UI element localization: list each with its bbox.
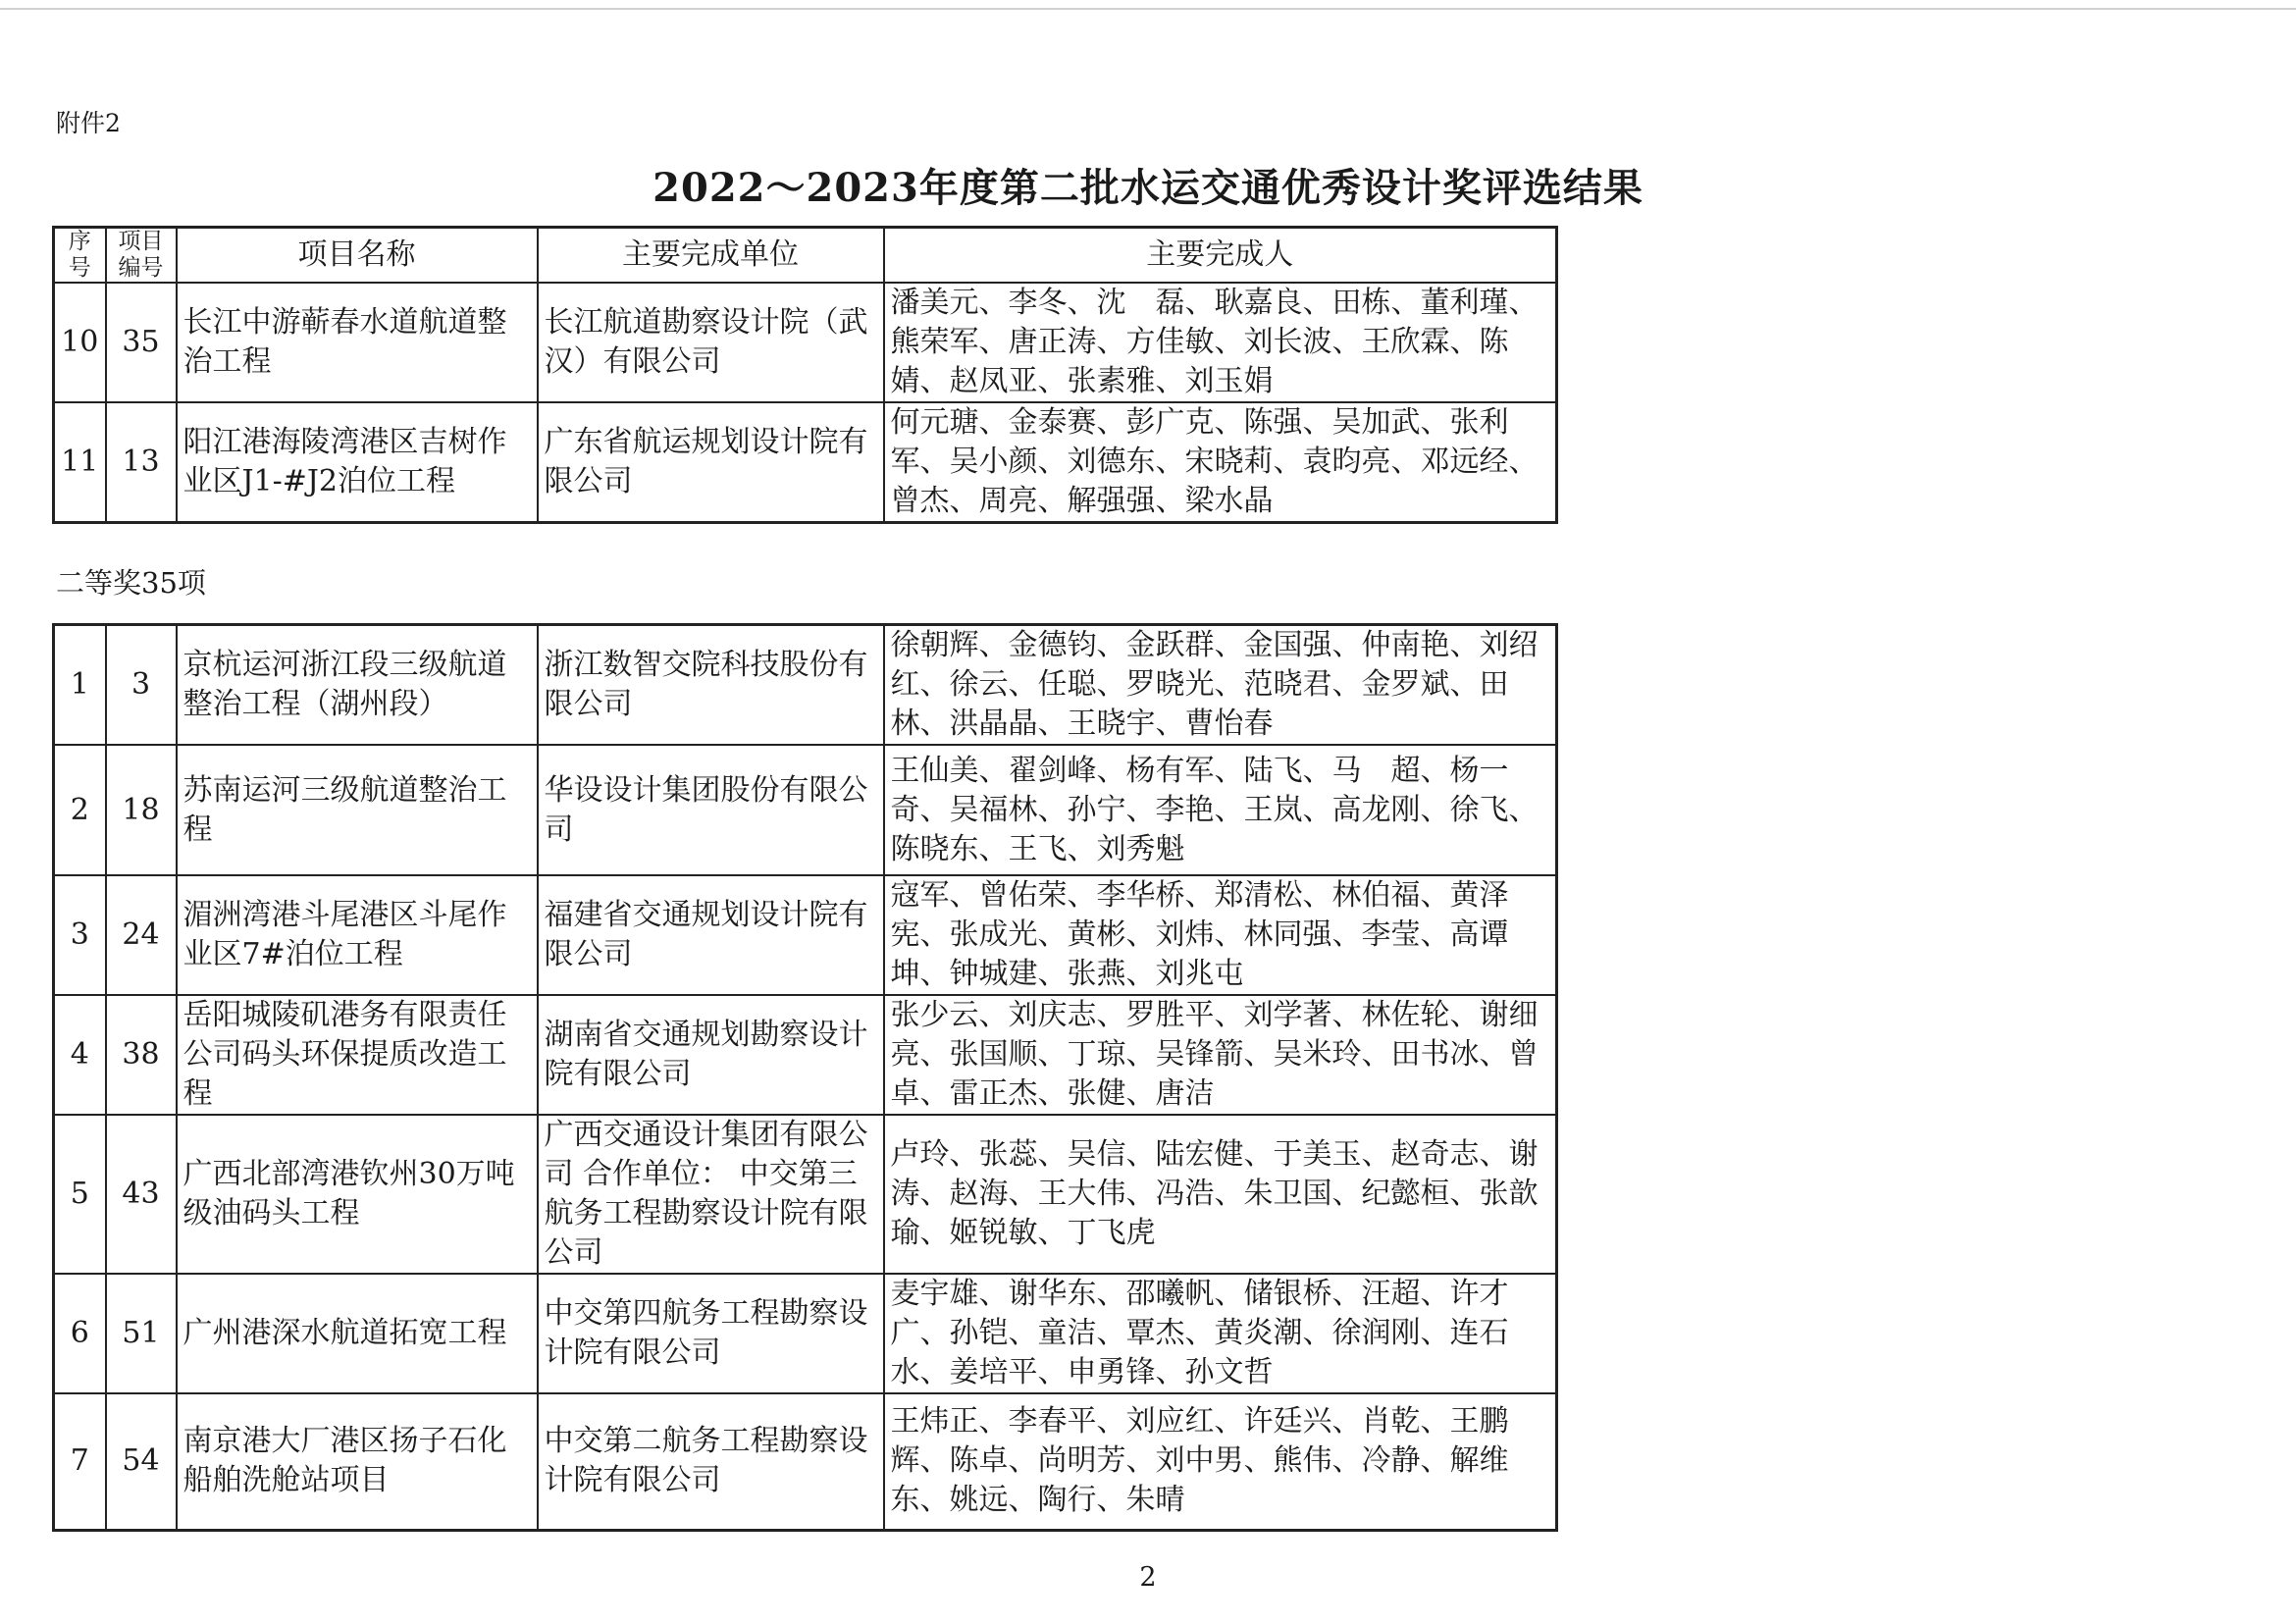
header-name: 项目名称 [177,228,538,284]
row-code: 3 [106,625,177,746]
row-seq: 3 [54,875,106,995]
row-people: 王炜正、李春平、刘应红、许廷兴、肖乾、王鹏辉、陈卓、尚明芳、刘中男、熊伟、冷静、解维东、姚远、陶行、朱晴 [884,1393,1557,1530]
table-header-row [54,228,1557,284]
table-row [54,283,1557,402]
row-seq: 7 [54,1393,106,1530]
row-people: 麦宇雄、谢华东、邵曦帆、储银桥、汪超、许才广、孙铠、童洁、覃杰、黄炎潮、徐润刚、连石水、姜培平、申勇锋、孙文哲 [884,1274,1557,1393]
row-project-name: 阳江港海陵湾港区吉树作业区J1-#J2泊位工程 [177,402,538,523]
row-project-name: 京杭运河浙江段三级航道整治工程（湖州段） [177,625,538,746]
row-code: 35 [106,283,177,402]
row-seq: 2 [54,745,106,875]
row-project-name: 广西北部湾港钦州30万吨级油码头工程 [177,1115,538,1274]
row-code: 38 [106,995,177,1115]
row-code: 51 [106,1274,177,1393]
attachment-label: 附件2 [56,109,121,137]
row-people: 张少云、刘庆志、罗胜平、刘学著、林佐轮、谢细亮、张国顺、丁琼、吴锋箭、吴米玲、田书冰、曾卓、雷正杰、张健、唐洁 [884,995,1557,1115]
row-seq: 6 [54,1274,106,1393]
row-unit: 广西交通设计集团有限公司 合作单位： 中交第三航务工程勘察设计院有限公司 [538,1115,884,1274]
row-project-name: 苏南运河三级航道整治工程 [177,745,538,875]
row-people: 卢玲、张蕊、吴信、陆宏健、于美玉、赵奇志、谢涛、赵海、王大伟、冯浩、朱卫国、纪懿桓、张歆瑜、姬锐敏、丁飞虎 [884,1115,1557,1274]
row-code: 13 [106,402,177,523]
scan-top-edge [0,8,2296,10]
row-code: 43 [106,1115,177,1274]
row-unit: 中交第二航务工程勘察设计院有限公司 [538,1393,884,1530]
row-code: 24 [106,875,177,995]
row-code: 18 [106,745,177,875]
row-people: 徐朝辉、金德钧、金跃群、金国强、仲南艳、刘绍红、徐云、任聪、罗晓光、范晓君、金罗斌、田林、洪晶晶、王晓宇、曹怡春 [884,625,1557,746]
header-seq: 序号 [54,228,106,284]
table-row [54,995,1557,1115]
row-unit: 福建省交通规划设计院有限公司 [538,875,884,995]
second-prize-heading: 二等奖35项 [56,566,206,600]
row-unit: 中交第四航务工程勘察设计院有限公司 [538,1274,884,1393]
row-project-name: 湄洲湾港斗尾港区斗尾作业区7#泊位工程 [177,875,538,995]
table-row [54,1274,1557,1393]
row-seq: 5 [54,1115,106,1274]
second-prize-table [52,623,1558,1532]
row-project-name: 岳阳城陵矶港务有限责任公司码头环保提质改造工程 [177,995,538,1115]
table-row [54,745,1557,875]
table-row [54,1115,1557,1274]
table-row [54,625,1557,746]
row-people: 何元瑭、金泰赛、彭广克、陈强、吴加武、张利军、吴小颜、刘德东、宋晓莉、袁昀亮、邓远经、曾杰、周亮、解强强、梁水晶 [884,402,1557,523]
row-seq: 4 [54,995,106,1115]
table-row [54,875,1557,995]
first-prize-table [52,226,1558,524]
row-project-name: 广州港深水航道拓宽工程 [177,1274,538,1393]
table-row [54,402,1557,523]
row-project-name: 南京港大厂港区扬子石化船舶洗舱站项目 [177,1393,538,1530]
table-row [54,1393,1557,1530]
row-unit: 湖南省交通规划勘察设计院有限公司 [538,995,884,1115]
row-project-name: 长江中游蕲春水道航道整治工程 [177,283,538,402]
document-title: 2022～2023年度第二批水运交通优秀设计奖评选结果 [652,165,1644,211]
row-people: 寇军、曾佑荣、李华桥、郑清松、林伯福、黄泽宪、张成光、黄彬、刘炜、林同强、李莹、高谭坤、钟城建、张燕、刘兆屯 [884,875,1557,995]
row-people: 王仙美、翟剑峰、杨有军、陆飞、马 超、杨一奇、吴福林、孙宁、李艳、王岚、高龙刚、徐飞、陈晓东、王飞、刘秀魁 [884,745,1557,875]
page-number: 2 [1139,1562,1157,1593]
row-people: 潘美元、李冬、沈 磊、耿嘉良、田栋、董利瑾、熊荣军、唐正涛、方佳敏、刘长波、王欣霖、陈婧、赵凤亚、张素雅、刘玉娟 [884,283,1557,402]
row-seq: 10 [54,283,106,402]
row-unit: 广东省航运规划设计院有限公司 [538,402,884,523]
row-seq: 11 [54,402,106,523]
header-code: 项目编号 [106,228,177,284]
row-seq: 1 [54,625,106,746]
header-unit: 主要完成单位 [538,228,884,284]
row-unit: 长江航道勘察设计院（武汉）有限公司 [538,283,884,402]
row-unit: 华设设计集团股份有限公司 [538,745,884,875]
row-code: 54 [106,1393,177,1530]
header-people: 主要完成人 [884,228,1557,284]
row-unit: 浙江数智交院科技股份有限公司 [538,625,884,746]
